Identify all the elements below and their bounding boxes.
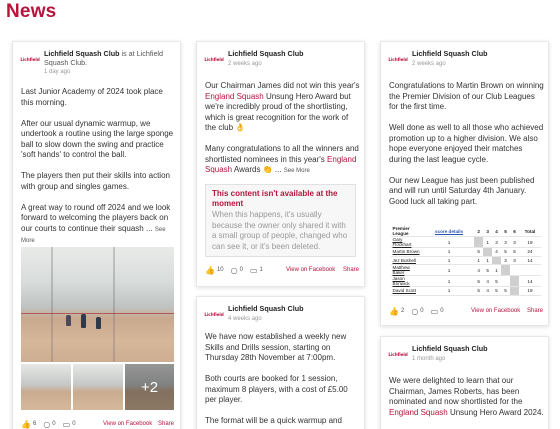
table-row: Gary Flockhart 1 1 3 3 3 19	[391, 237, 541, 248]
post-stats	[21, 418, 83, 429]
news-post-unsung-hero	[196, 41, 365, 287]
share-icon: ▭	[249, 265, 258, 275]
comment-icon: ○	[43, 419, 51, 429]
unavailable-title: This content isn't available at the moment	[212, 189, 338, 208]
post-stats	[205, 264, 270, 276]
post-text: Last Junior Academy of 2024 took place this morning. After our usual dynamic warmup, we undertook a routine using the large sponge ball to slow down the swing and practice 'soft hands' to control the ball. The players then put their skills into action with group and singles games. A great way to round off 2024 and we look forward to welcoming the players back on our courts to continue their squash ... See More	[21, 87, 174, 244]
view-on-facebook-link[interactable]: View on Facebook	[103, 421, 153, 427]
post-time: 1 day ago	[44, 69, 71, 75]
share-count[interactable]: ▭ 0	[430, 306, 444, 316]
share-count[interactable]: ▭ 0	[62, 419, 76, 429]
see-more-link[interactable]: See More	[283, 168, 310, 174]
post-text: We have now established a weekly new Skills and Drills session, starting on Thursday 28th November at 7:00pm. Both courts are booked for 1 session, maximum 8 players, with a cost of £5.00 per player. The format will be a quick warmup and	[205, 332, 348, 425]
like-icon: 👍	[205, 265, 215, 275]
share-count[interactable]: ▭ 1	[249, 265, 263, 275]
score-details-link[interactable]: score details	[424, 226, 474, 237]
post-author[interactable]: Lichfield Squash Club 4 weeks ago	[228, 305, 363, 323]
news-post-junior-academy	[12, 41, 181, 429]
post-time: 2 weeks ago	[412, 60, 446, 67]
table-row: David Scott 1 5 4 5 5 19	[391, 287, 541, 296]
post-author[interactable]: Lichfield Squash Club 1 month ago	[412, 345, 547, 363]
court-tin-line	[21, 313, 174, 314]
player-figure	[96, 317, 101, 329]
post-stats	[389, 305, 451, 317]
post-header	[197, 297, 364, 333]
post-time: 2 weeks ago	[228, 60, 262, 67]
court-glass-frame	[113, 247, 115, 362]
comment-icon: ○	[230, 265, 238, 275]
post-time: 4 weeks ago	[228, 315, 262, 322]
post-photo-thumb-1[interactable]	[21, 364, 71, 410]
court-glass-frame	[51, 247, 53, 362]
post-author[interactable]: Lichfield Squash Club 2 weeks ago	[412, 50, 547, 68]
news-post-premier-league	[380, 41, 549, 326]
post-header	[381, 337, 548, 373]
share-link[interactable]: Share	[527, 308, 544, 314]
club-logo[interactable]: Lichfield	[204, 56, 224, 62]
post-author[interactable]: Lichfield Squash Club is at Lichfield Squash Club. 1 day ago	[44, 50, 179, 77]
england-squash-link[interactable]: England Squash	[205, 91, 264, 101]
post-text: Congratulations to Martin Brown on winning the Premier Division of our Club Leagues for the first time. Well done as well to all those who achieved promotion up to a higher division. We also hope everyone enjoyed their matches during the last league cycle. Our new League has just been published and will run until Saturday 4th January. Good luck all taking part.	[389, 81, 544, 206]
comment-icon: ○	[411, 306, 419, 316]
league-table-header: Premier League score details 2 3 4 5 6 Total	[391, 226, 541, 237]
unavailable-content-notice	[205, 184, 356, 257]
post-text: We were delighted to learn that our Chairman, James Roberts, has been nominated and now shortlisted for the England Squash Unsung Hero Award 2024.	[389, 376, 544, 417]
unavailable-body: When this happens, it's usually because the owner only shared it with a small group of people, changed who can see it, or it's been deleted.	[212, 210, 348, 251]
post-time: 1 month ago	[412, 355, 446, 362]
table-row: Martin Brown 1 5 4 5 5 24	[391, 248, 541, 257]
post-photo-thumb-2[interactable]	[73, 364, 123, 410]
comment-count[interactable]: ○ 0	[411, 306, 424, 316]
club-logo[interactable]: Lichfield	[20, 56, 40, 62]
table-row: Jez Bushell 1 1 1 3 3 14	[391, 256, 541, 265]
post-header	[13, 42, 180, 78]
view-on-facebook-link[interactable]: View on Facebook	[471, 308, 521, 314]
player-figure	[81, 314, 86, 328]
league-table-image[interactable]	[391, 226, 541, 296]
table-row: Jason Brinwick 1 5 4 5 14	[391, 276, 541, 287]
like-count[interactable]: 👍 2	[389, 306, 405, 316]
england-squash-link[interactable]: England Squash	[205, 154, 357, 174]
page-title: News	[6, 1, 57, 22]
post-header	[381, 42, 548, 78]
post-photo-main[interactable]	[21, 247, 174, 362]
like-icon: 👍	[21, 419, 31, 429]
share-icon: ▭	[62, 419, 71, 429]
like-icon: 👍	[389, 306, 399, 316]
post-header	[197, 42, 364, 78]
news-post-skills-drills	[196, 296, 365, 429]
club-logo[interactable]: Lichfield	[204, 311, 224, 317]
england-squash-link[interactable]: England Squash	[389, 407, 448, 417]
post-text: Our Chairman James did not win this year's England Squash Unsung Hero Award but we're incredibly proud of the shortlisting, which is great recognition for the work of the club 👌 Many congratulations to all the winners and shortlisted nominees in this year's England Squash Awards 👏 ... See More	[205, 81, 360, 174]
more-photos-count: +2	[125, 364, 174, 410]
like-count[interactable]: 👍 6	[21, 419, 37, 429]
see-more-link[interactable]: See More	[21, 226, 166, 244]
view-on-facebook-link[interactable]: View on Facebook	[286, 267, 336, 273]
player-figure	[66, 315, 71, 326]
table-row: Matthew Baker 1 4 5 1	[391, 265, 541, 276]
club-logo[interactable]: Lichfield	[388, 351, 408, 357]
news-post-nomination	[380, 336, 549, 429]
share-link[interactable]: Share	[158, 421, 175, 427]
share-link[interactable]: Share	[343, 267, 360, 273]
club-logo[interactable]: Lichfield	[388, 56, 408, 62]
comment-count[interactable]: ○ 0	[43, 419, 56, 429]
like-count[interactable]: 👍 10	[205, 265, 224, 275]
share-icon: ▭	[430, 306, 439, 316]
comment-count[interactable]: ○ 0	[230, 265, 243, 275]
post-author[interactable]: Lichfield Squash Club 2 weeks ago	[228, 50, 363, 68]
post-photo-thumb-3[interactable]	[125, 364, 174, 410]
